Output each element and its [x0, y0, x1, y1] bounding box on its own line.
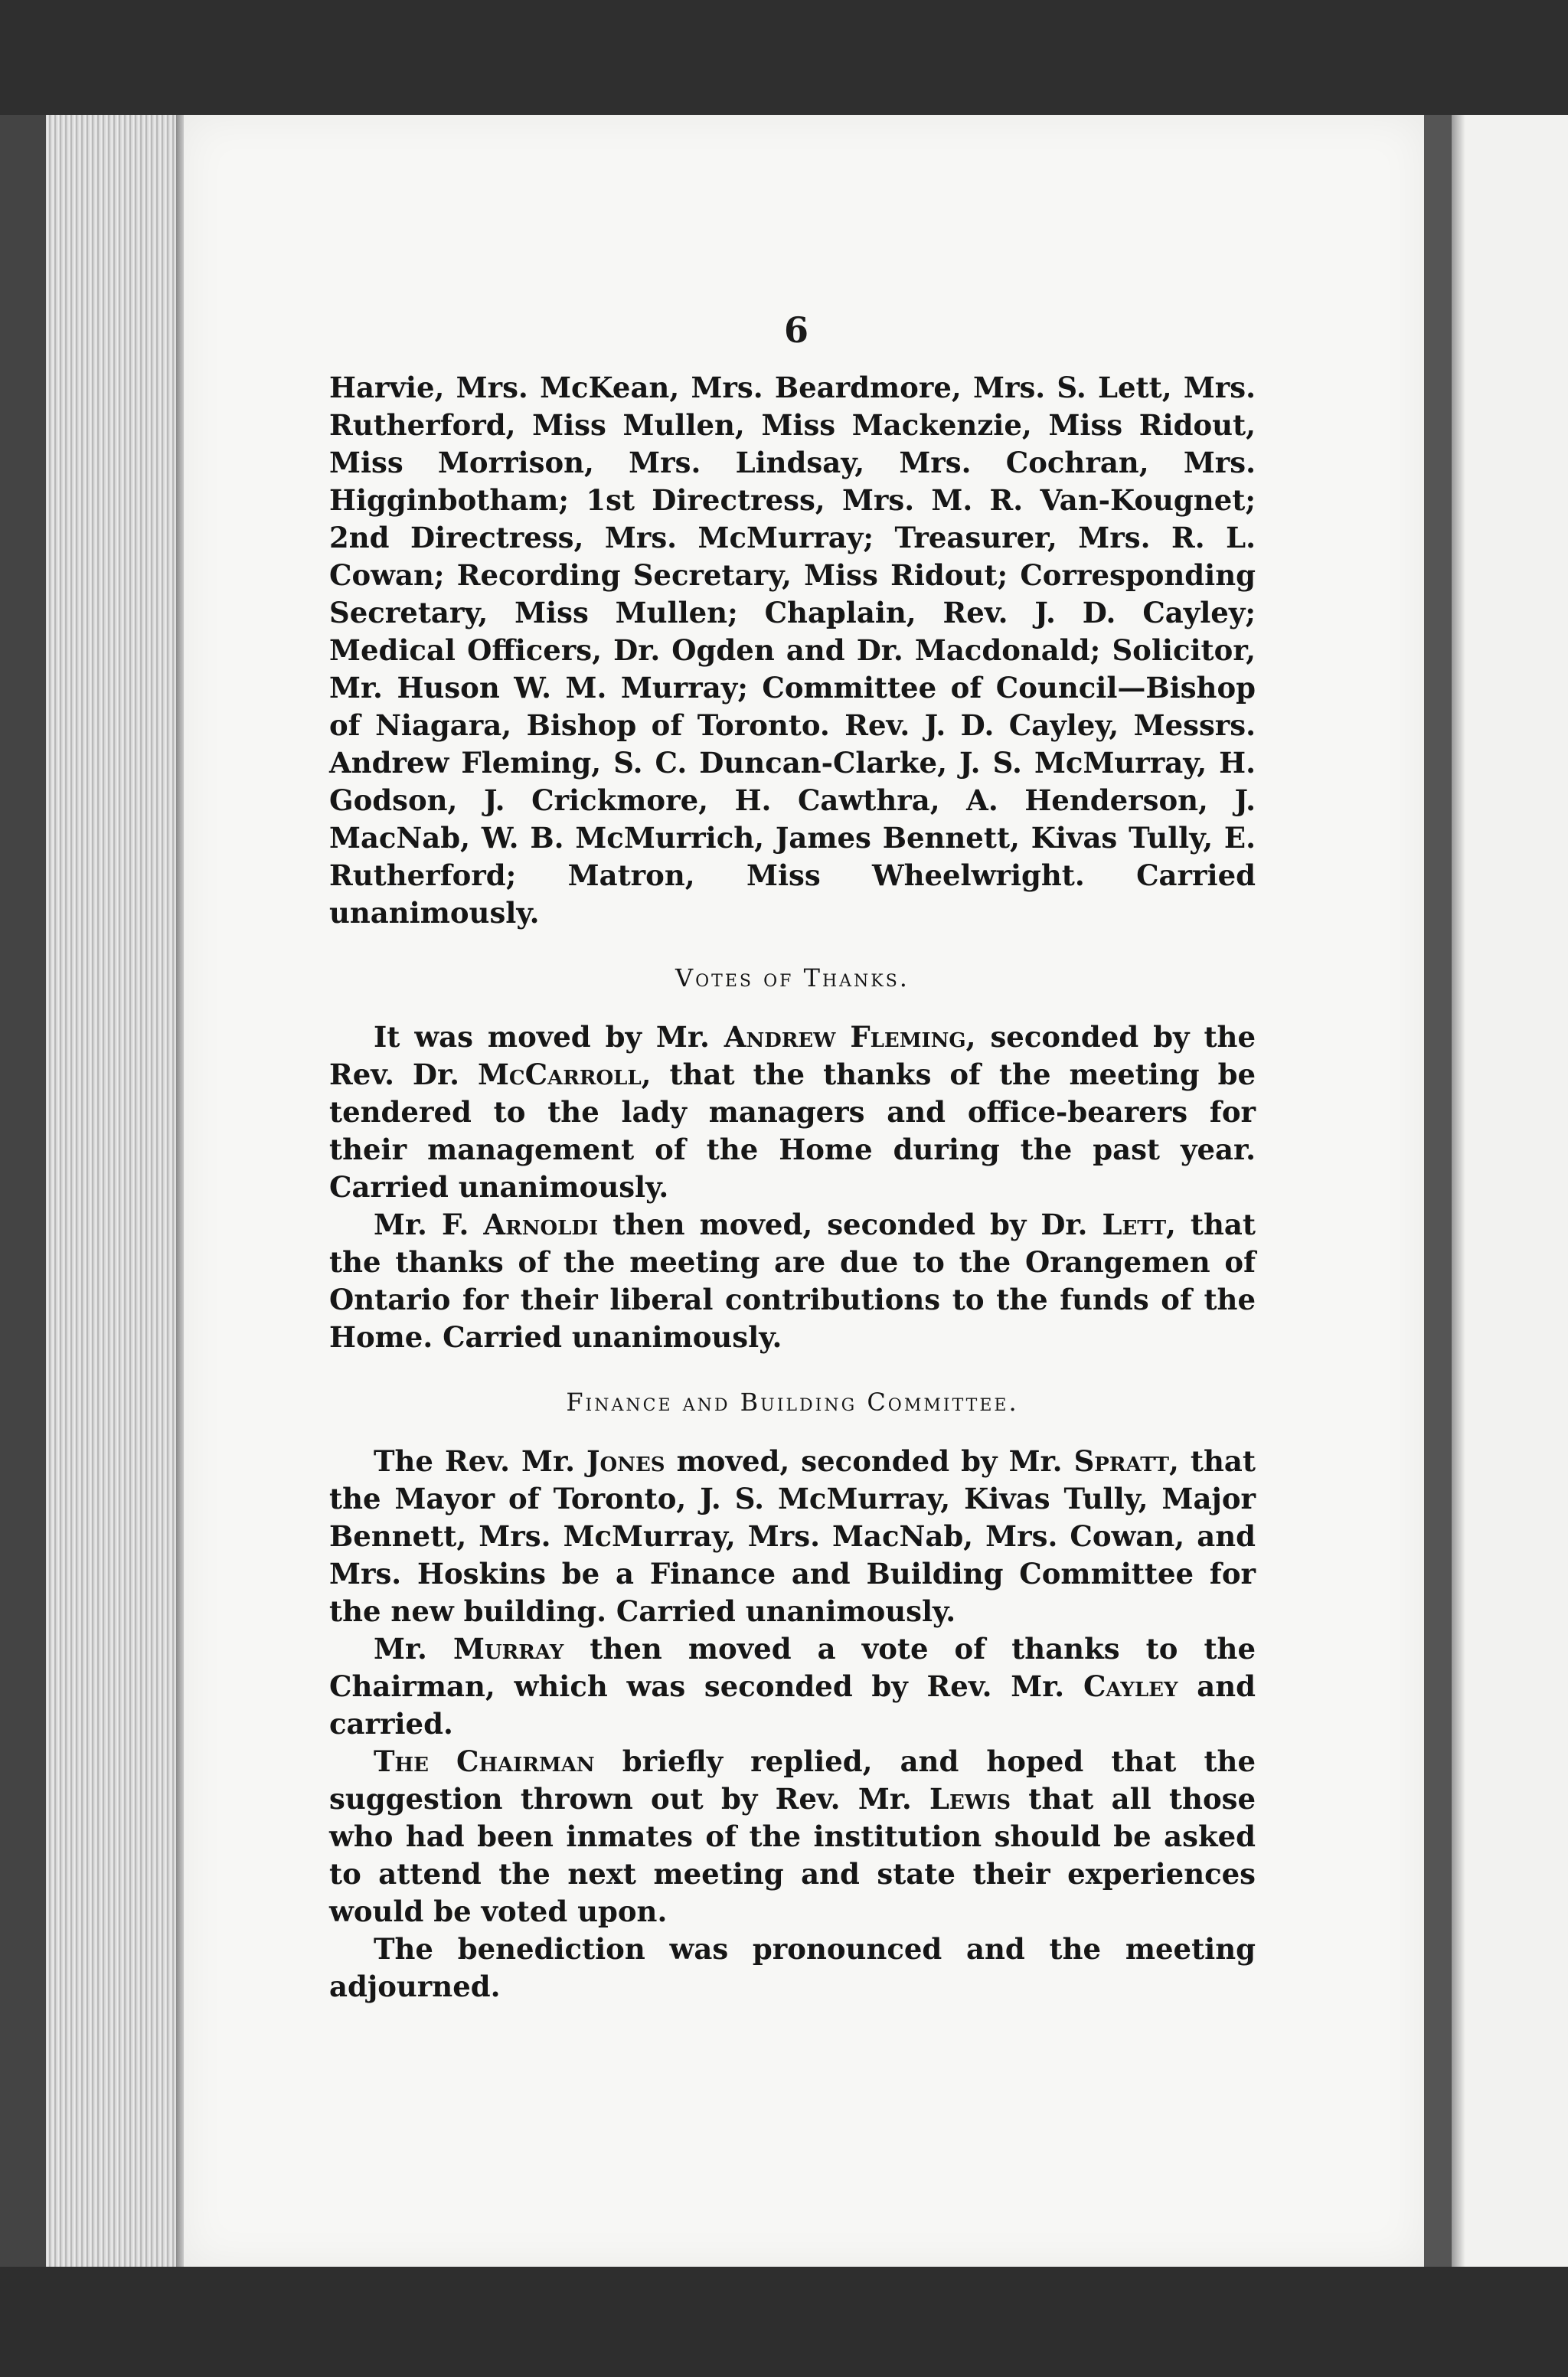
- finance-paragraph-2: [329, 1630, 1256, 1743]
- name-cayley: Cayley: [1083, 1669, 1178, 1703]
- book-cover-edge: [0, 115, 46, 2267]
- text-run: , that the thanks of the meeting are due to the Orangemen of Ontario for their liberal contributions to the funds of the Home. Carried unanimously.: [329, 1208, 1256, 1354]
- page-text: [329, 369, 1256, 2006]
- text-run: briefly replied, and hoped that the suggestion thrown out by Rev. Mr.: [329, 1744, 1256, 1816]
- name-murray: Murray: [453, 1632, 564, 1666]
- name-lett: Lett: [1102, 1208, 1167, 1241]
- text-run: Mr.: [374, 1632, 453, 1666]
- name-jones: Jones: [586, 1444, 665, 1478]
- film-border-bottom: [0, 2267, 1568, 2377]
- name-spratt: Spratt: [1073, 1444, 1169, 1478]
- text-run: It was moved by Mr.: [374, 1020, 724, 1054]
- name-the-chairman: The Chairman: [374, 1744, 595, 1778]
- text-run: Mr. F.: [374, 1208, 484, 1241]
- page-edges-stack: [46, 115, 184, 2267]
- finance-paragraph-1: [329, 1443, 1256, 1630]
- text-run: The Rev. Mr.: [374, 1444, 587, 1478]
- name-andrew-fleming: Andrew Fleming: [724, 1020, 966, 1054]
- book-gutter: [1424, 115, 1452, 2267]
- votes-paragraph-2: [329, 1206, 1256, 1356]
- name-arnoldi: Arnoldi: [483, 1208, 599, 1241]
- text-run: moved, seconded by Mr.: [665, 1444, 1074, 1478]
- closing-paragraph: The benediction was pronounced and the meeting adjourned.: [329, 1932, 1256, 2003]
- text-run: , that the thanks of the meeting be tendered to the lady managers and office-bearers for their management of the Home during the past year. Carried unanimously.: [329, 1058, 1256, 1204]
- heading-votes-of-thanks: Votes of Thanks.: [675, 963, 910, 992]
- text-run: then moved a vote of thanks to the Chairman, which was seconded by Rev. Mr.: [329, 1632, 1256, 1703]
- text-run: that all those who had been inmates of the institution should be asked to attend the next meeting and state their experiences would be voted upon.: [329, 1782, 1256, 1928]
- heading-finance-committee: Finance and Building Committee.: [566, 1388, 1019, 1417]
- film-border-top: [0, 0, 1568, 115]
- text-run: and carried.: [329, 1669, 1256, 1741]
- name-lewis: Lewis: [929, 1782, 1011, 1816]
- officers-list-paragraph: Harvie, Mrs. McKean, Mrs. Beardmore, Mrs. S. Lett, Mrs. Rutherford, Miss Mullen, Miss Mackenzie, Miss Ridout, Miss Morrison, Mrs. Lindsay, Mrs. Cochran, Mrs. Higginbotham; 1st Directress, Mrs. M. R. Van-Kougnet; 2nd Directress, Mrs. McMurray; Treasurer, Mrs. R. L. Cowan; Recording Secretary, Miss Ridout; Corresponding Secretary, Miss Mullen; Chaplain, Rev. J. D. Cayley; Medical Officers, Dr. Ogden and Dr. Macdonald; Solicitor, Mr. Huson W. M. Murray; Committee of Council—Bishop of Niagara, Bishop of Toronto. Rev. J. D. Cayley, Messrs. Andrew Fleming, S. C. Duncan-Clarke, J. S. McMurray, H. Godson, J. Crickmore, H. Cawthra, A. Henderson, J. MacNab, W. B. McMurrich, James Bennett, Kivas Tully, E. Rutherford; Matron, Miss Wheelwright. Carried unanimously.: [329, 371, 1256, 930]
- text-run: , that the Mayor of Toronto, J. S. McMurray, Kivas Tully, Major Bennett, Mrs. McMurray, Mrs. MacNab, Mrs. Cowan, and Mrs. Hoskins be a Finance and Building Committee for the new building. Carried unanimously.: [329, 1444, 1256, 1628]
- votes-paragraph-1: [329, 1018, 1256, 1206]
- facing-page-edge: [1452, 115, 1568, 2267]
- text-run: , seconded by the Rev. Dr.: [329, 1020, 1256, 1091]
- page-number: 6: [783, 309, 808, 351]
- text-run: then moved, seconded by Dr.: [598, 1208, 1102, 1241]
- finance-paragraph-3: [329, 1743, 1256, 1931]
- name-mccarroll: McCarroll: [477, 1058, 642, 1091]
